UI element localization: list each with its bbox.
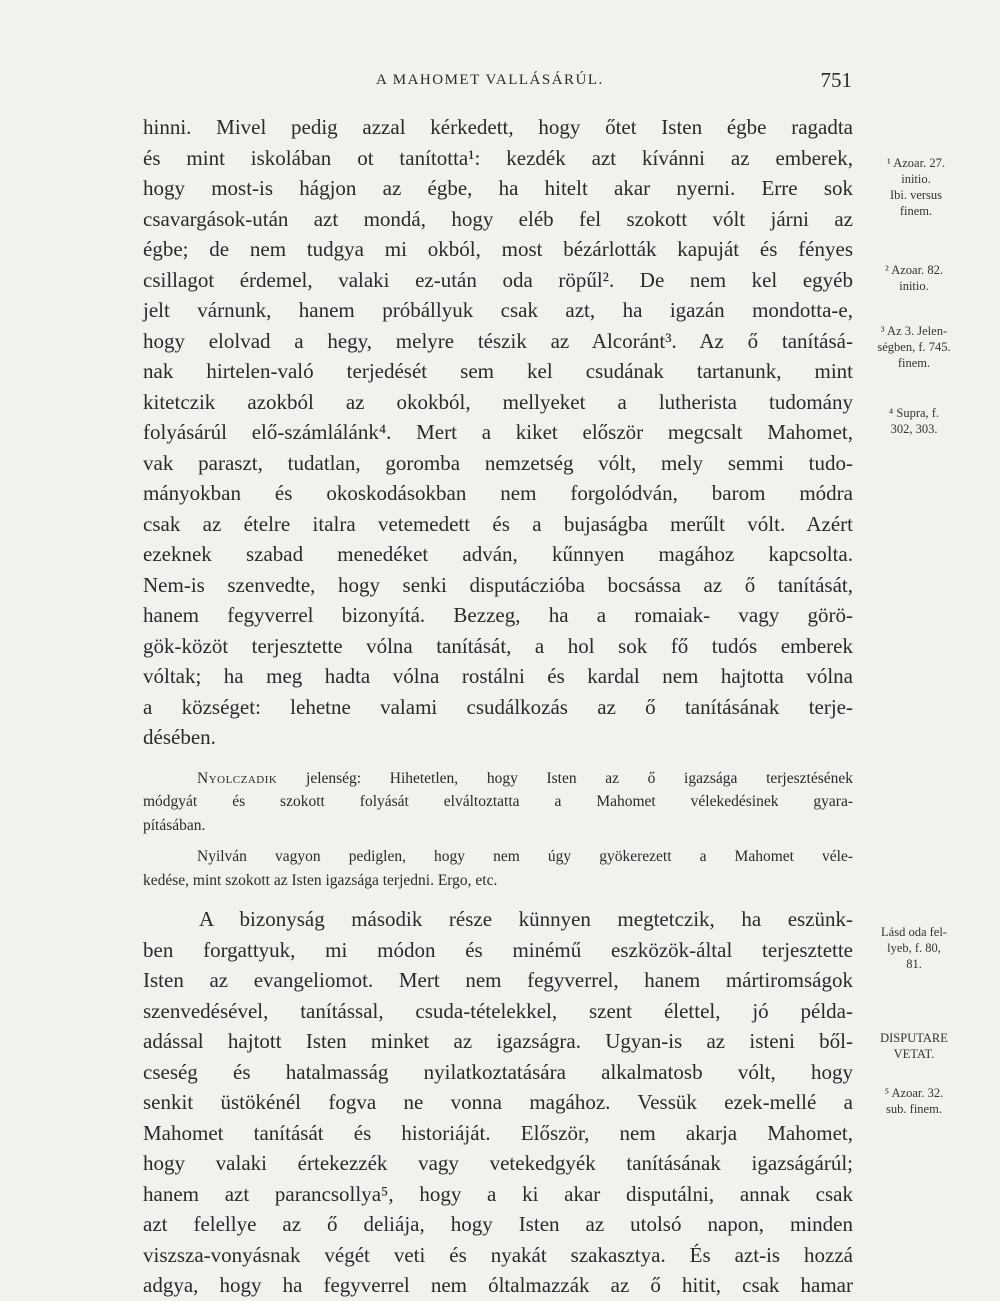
- running-title: A MAHOMET VALLÁSÁRÚL.: [376, 72, 604, 88]
- text-line: folyásárúl elő-számlálánk⁴. Mert a kiket először megcsalt Mahomet,: [143, 420, 853, 444]
- text-line: [143, 767, 853, 791]
- text-line: Mahomet tanítását és historiáját. Először, nem akarja Mahomet,: [143, 1120, 853, 1145]
- margin-line: initio.: [901, 172, 931, 186]
- margin-note-6: [858, 1030, 970, 1062]
- margin-line: finem.: [897, 356, 931, 370]
- text-line: hogy valaki értekezzék vagy vetekedgyék tanításának igazságárúl;: [143, 1151, 853, 1175]
- spacer: [143, 837, 853, 845]
- margin-line: ¹ Azoar. 27.: [887, 156, 945, 170]
- text-line: csak az ételre italra vetemedett és a bujaságba merűlt vólt. Azért: [143, 511, 853, 536]
- margin-line: 302, 303.: [890, 422, 938, 436]
- text-line: hogy elolvad a hegy, melyre tészik az Alcoránt³. Az ő tanításá-: [143, 328, 853, 353]
- text-line: A bizonyság második része künnyen megtetczik, ha eszünk-: [199, 907, 853, 931]
- text-line: égbe; de nem tudgya mi okból, most bézárlották kapuját és fényes: [143, 237, 853, 261]
- spacer: [143, 892, 853, 904]
- margin-line: ⁵ Azoar. 32.: [884, 1086, 944, 1100]
- text-line: vak paraszt, tudatlan, goromba nemzetség vólt, mely semmi tudo-: [143, 450, 853, 475]
- text-line: adással hajtott Isten minket az igazságra. Ugyan-is az isteni ből-: [143, 1029, 853, 1053]
- page-header: [140, 68, 852, 100]
- text-line: és mint iskolában ot tanította¹: kezdék azt kívánni az emberek,: [143, 145, 853, 170]
- text-line: módgyát és szokott folyását elváltoztatta a Mahomet vélekedésinek gyara-: [143, 793, 853, 810]
- text-line: jelt várnunk, hanem próbállyuk csak azt, ha igazán mondotta-e,: [143, 298, 853, 322]
- margin-line: initio.: [899, 279, 929, 293]
- margin-line: 81.: [906, 957, 922, 971]
- margin-note-3: [858, 323, 970, 371]
- margin-line: Lásd oda fel-: [881, 925, 947, 939]
- page-number: 751: [820, 68, 852, 92]
- text-span: jelenség: Hihetetlen, hogy Isten az ő igazsága terjesztésének: [277, 769, 853, 787]
- margin-line: ⁴ Supra, f.: [888, 406, 940, 420]
- text-line: kitetczik azokból az okokból, mellyeket a lutherista tudomány: [143, 389, 853, 414]
- text-line: mányokban és okoskodásokban nem forgolódván, barom módra: [143, 481, 853, 505]
- text-line: senkit üstökénél fogva ne vonna magához. Vessük ezek-mellé a: [143, 1090, 853, 1114]
- body-text: [143, 112, 853, 1301]
- margin-note-2: [858, 262, 970, 294]
- text-line: gök-közöt terjesztette vólna tanítását, a hol sok fő tudós emberek: [143, 633, 853, 658]
- text-line: a községet: lehetne valami csudálkozás az ő tanításának terje-: [143, 694, 853, 719]
- text-line: adgya, hogy ha fegyverrel nem óltalmazzák az ő hitit, csak hamar: [143, 1273, 853, 1297]
- margin-line: sub. finem.: [886, 1102, 942, 1116]
- margin-line: lyeb, f. 80,: [887, 941, 941, 955]
- text-line: hogy most-is hágjon az égbe, ha hitelt akar nyerni. Erre sok: [143, 176, 853, 200]
- margin-note-4: [858, 405, 970, 437]
- paragraph-4: [143, 904, 853, 1301]
- margin-line: VETAT.: [893, 1047, 935, 1061]
- margin-line: DISPUTARE: [880, 1031, 948, 1045]
- text-line: Nyilván vagyon pediglen, hogy nem úgy gyökerezett a Mahomet véle-: [197, 848, 853, 865]
- proposition-heading: Nyolczadik: [197, 769, 278, 787]
- paragraph-1: [143, 112, 853, 753]
- text-line: csillagot érdemel, valaki ez-után oda röpűl². De nem kel egyéb: [143, 267, 853, 292]
- text-line: cseség és hatalmasság nyilatkoztatására alkalmatosb vólt, hogy: [143, 1059, 853, 1084]
- proposition-block: [143, 767, 853, 893]
- margin-line: ³ Az 3. Jelen-: [880, 324, 948, 338]
- text-line: désében.: [143, 725, 216, 749]
- margin-note-1: [860, 155, 972, 219]
- text-line: csavargások-után azt mondá, hogy eléb fel szokott vólt járni az: [143, 206, 853, 231]
- text-line: hinni. Mivel pedig azzal kérkedett, hogy őtet Isten égbe ragadta: [143, 115, 853, 139]
- text-line: ben forgattyuk, mi módon és minémű eszközök-által terjesztette: [143, 937, 853, 962]
- text-line: vóltak; ha meg hadta vólna rostálni és kardal nem hajtotta vólna: [143, 664, 853, 688]
- text-line: hanem fegyverrel bizonyítá. Bezzeg, ha a romaiak- vagy görö-: [143, 603, 853, 627]
- text-line: azt felellye az ő deliája, hogy Isten az utolsó napon, minden: [143, 1212, 853, 1236]
- text-line: ezeknek szabad menedéket adván, kűnnyen magához kapcsolta.: [143, 542, 853, 566]
- margin-line: finem.: [899, 204, 933, 218]
- text-line: kedése, mint szokott az Isten igazsága terjedni. Ergo, etc.: [143, 871, 498, 889]
- margin-note-5: [858, 924, 970, 972]
- text-line: Nem-is szenvedte, hogy senki disputáczióba bocsássa az ő tanítását,: [143, 572, 853, 597]
- text-line: hanem azt parancsollya⁵, hogy a ki akar disputálni, annak csak: [143, 1181, 853, 1206]
- text-line: pításában.: [143, 816, 206, 834]
- text-line: Isten az evangeliomot. Mert nem fegyverrel, hanem mártiromságok: [143, 968, 853, 992]
- margin-note-7: [858, 1085, 970, 1117]
- margin-line: ségben, f. 745.: [877, 340, 951, 354]
- margin-line: ² Azoar. 82.: [885, 263, 943, 277]
- margin-line: Ibi. versus: [889, 188, 943, 202]
- text-line: szenvedésével, tanítással, csuda-tételekkel, szent élettel, jó példa-: [143, 998, 853, 1023]
- text-line: nak hirtelen-való terjedését sem kel csudának tartanunk, mint: [143, 359, 853, 383]
- text-line: viszsza-vonyásnak végét veti és nyakát szakasztya. És azt-is hozzá: [143, 1242, 853, 1267]
